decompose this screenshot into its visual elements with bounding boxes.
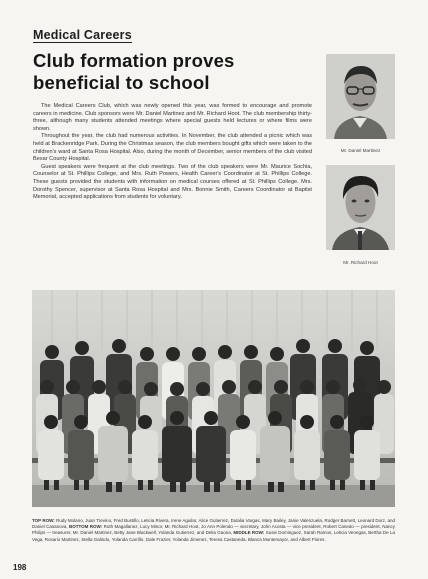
article-body bbox=[33, 103, 312, 202]
paragraph-1: The Medical Careers Club, which was newly opened this year, was formed to encourage and promote careers in medicine. Club sponsors were Mr. Daniel Martinez and Mr. Richard Hoot. The club membership thirty-three, although many students attended meetings where special guests held lectures or where films were shown. bbox=[33, 103, 312, 132]
top-row-label: TOP ROW: bbox=[32, 518, 55, 523]
headline: Club formation proves beneficial to school bbox=[33, 50, 235, 93]
portrait-daniel-martinez bbox=[326, 54, 395, 139]
middle-row-names: Susie Dominguez, Sarah Ramos, Leticia Venegas, Bertha De La Vega, Rosario Martinez, Stella Galindo, Yolanda Carrillo, Dale Frazier, Yolanda Jimenez, Teresa Castaneda, Blanca Montemayor, and Albert Flores. bbox=[32, 530, 395, 542]
bottom-row-names: Ruth Magallanez, Lucy Minor, Mr. Richard Hoot, Jo Ann Polendo — secretary, John Acosta — vice president, Robert Canedo — president, Nancy Philips — treasurer, Mr. Daniel Martinez, Betty Jane Blackwell, Yolanda Gutierrez, and Delia Gaona, bbox=[32, 524, 395, 536]
portrait-richard-hoot bbox=[326, 165, 395, 250]
middle-row-label: MIDDLE ROW: bbox=[233, 530, 265, 536]
top-row-names: Rudy Molano, Juan Trevino, Fred Bustillo, Leticia Rivera, Irene Aguilar, Alice Gutierrez, Dulalia Vargas, Mary Bailey, Janie Valenzuela, Rodger Barnett, Leonard Dorz, and Daniel Casanova, bbox=[32, 518, 395, 530]
bottom-row-label: BOTTOM ROW: bbox=[69, 524, 103, 530]
paragraph-2: Throughout the year, the club had numerous activities. In November, the club attended a picnic which was held at Brackenridge Park. During the Christmas season, the club members bought gifts which were taken to the children's ward at Santa Rosa Hospital. Also, during the month of December, senior members of the club visited Bexar County Hospital. bbox=[33, 133, 312, 163]
page-number: 198 bbox=[13, 563, 27, 572]
portrait-caption-1: Mr. Daniel Martinez bbox=[340, 148, 381, 153]
portrait-caption-2: Mr. Richard Hoot bbox=[343, 260, 378, 265]
section-label: Medical Careers bbox=[33, 28, 132, 42]
paragraph-3: Guest speakers were frequent at the club meetings. Two of the club speakers were Mr. Maurice Sochia, Counselor at St. Phillips College, and Mrs. Ruth Powers, Health Career's Coordinator at St. Phillips College. These guests provided the students with information on medical courses offered at St. Phillips College. Mrs. Dorothy Spencer, supervisor at Santa Rosa Hospital and Mrs. Bonnie Smith, Careers Coordinator at Baptist Memorial, accepted applications from students for voluntary. bbox=[33, 163, 312, 201]
group-photo bbox=[32, 290, 395, 507]
photo-caption bbox=[32, 518, 395, 543]
